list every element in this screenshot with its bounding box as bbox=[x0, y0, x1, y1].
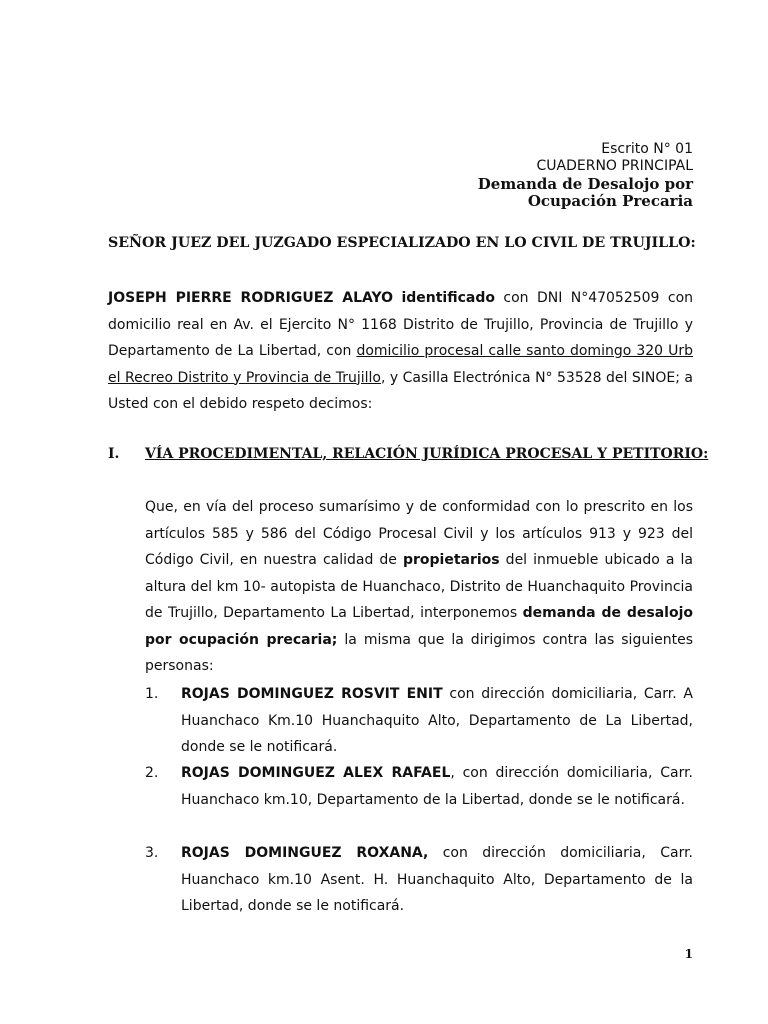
notebook-label: CUADERNO PRINCIPAL bbox=[536, 158, 693, 174]
list-item-number: 2. bbox=[145, 765, 159, 781]
list-item-text bbox=[181, 681, 693, 761]
defendant-name: ROJAS DOMINGUEZ ROSVIT ENIT bbox=[181, 686, 443, 702]
defendant-address: , con dirección domiciliaria, Carr. Huanchaco km.10, Departamento de la Libertad, donde se le notificará. bbox=[181, 765, 694, 808]
defendant-name: ROJAS DOMINGUEZ ALEX RAFAEL bbox=[181, 765, 451, 781]
intro-paragraph bbox=[108, 285, 693, 418]
list-item-number: 3. bbox=[145, 845, 159, 861]
section-title bbox=[145, 446, 708, 462]
salutation: SEÑOR JUEZ DEL JUZGADO ESPECIALIZADO EN LO CIVIL DE TRUJILLO: bbox=[108, 235, 696, 251]
claim-term: demanda de desalojo por ocupación precaria; bbox=[145, 605, 693, 648]
section-number: I. bbox=[108, 446, 120, 462]
intro-text-1: con DNI N°47052509 con domicilio real en Av. el Ejercito N° 1168 Distrito de Trujillo, Provincia de Trujillo y Departamento de La Libertad, con bbox=[108, 290, 694, 359]
procedural-address: domicilio procesal calle santo domingo 320 Urb el Recreo Distrito y Provincia de Trujillo bbox=[108, 343, 693, 386]
defendant-address: con dirección domiciliaria, Carr. Huanchaco km.10 Asent. H. Huanchaquito Alto, Departamento de la Libertad, donde se le notificará. bbox=[181, 845, 693, 914]
document-title-line-1: Demanda de Desalojo por bbox=[477, 175, 693, 193]
defendant-name: ROJAS DOMINGUEZ ROXANA, bbox=[181, 845, 429, 861]
section-colon: : bbox=[703, 446, 709, 462]
plaintiff-name: JOSEPH PIERRE RODRIGUEZ ALAYO bbox=[108, 290, 394, 306]
list-item-text bbox=[181, 840, 693, 920]
list-item-text bbox=[181, 760, 693, 813]
document-title-line-2: Ocupación Precaria bbox=[527, 192, 693, 210]
section-body-text-2: del inmueble ubicado a la altura del km 10- autopista de Huanchaco, Distrito de Huanchaquito Provincia de Trujillo, Departamento La Libertad, interponemos bbox=[145, 552, 694, 621]
document-number: Escrito N° 01 bbox=[601, 141, 693, 157]
section-body-text-3: la misma que la dirigimos contra las siguientes personas: bbox=[145, 631, 693, 674]
identified-label: identificado bbox=[401, 290, 495, 306]
section-title-text: VÍA PROCEDIMENTAL, RELACIÓN JURÍDICA PROCESAL Y PETITORIO bbox=[145, 446, 704, 462]
defendant-address: con dirección domiciliaria, Carr. A Huanchaco Km.10 Huanchaquito Alto, Departamento de La Libertad, donde se le notificará. bbox=[181, 686, 693, 755]
section-body-paragraph bbox=[145, 494, 693, 680]
list-item-number: 1. bbox=[145, 686, 159, 702]
owners-term: propietarios bbox=[402, 552, 500, 568]
section-body-text-1: Que, en vía del proceso sumarísimo y de conformidad con lo prescrito en los artículos 585 y 586 del Código Procesal Civil y los artículos 913 y 923 del Código Civil, en nuestra calidad de bbox=[145, 499, 693, 568]
intro-text-2: , y Casilla Electrónica N° 53528 del SINOE; a Usted con el debido respeto decimos: bbox=[108, 369, 693, 412]
page-number: 1 bbox=[684, 947, 693, 961]
